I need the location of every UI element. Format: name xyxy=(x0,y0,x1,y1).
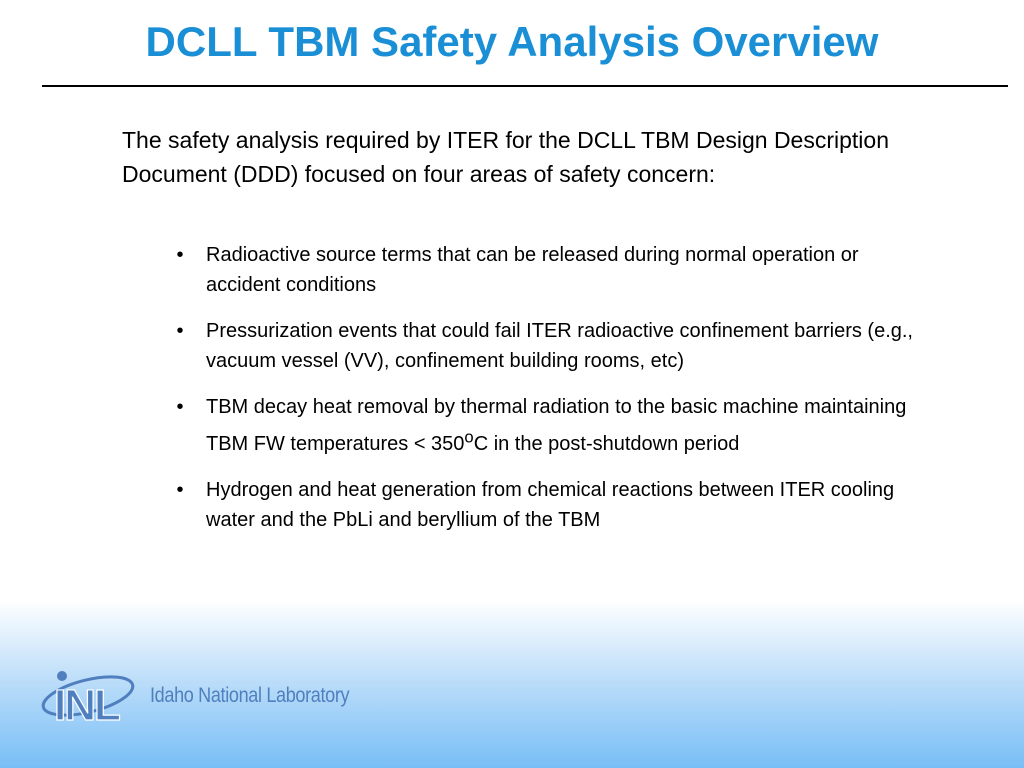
bullet-marker: • xyxy=(176,396,184,418)
title-divider xyxy=(42,85,1008,87)
bullet-text: Radioactive source terms that can be released during normal operation or accident conditions xyxy=(206,244,859,296)
bullet-item xyxy=(170,392,930,459)
bullet-text-part: C in the post-shutdown period xyxy=(473,432,740,455)
bullet-item xyxy=(170,240,930,300)
bullet-list xyxy=(170,240,930,551)
logo-text: Idaho National Laboratory xyxy=(150,684,350,707)
degree-superscript: o xyxy=(464,427,474,446)
bullet-marker: • xyxy=(176,478,184,501)
bullet-text xyxy=(206,396,906,455)
bullet-marker: • xyxy=(176,244,184,266)
bullet-text-part: TBM decay heat removal by thermal radiation to the basic machine maintaining TBM FW temperatures < 350 xyxy=(206,396,907,455)
inl-logo-icon xyxy=(38,664,150,730)
bullet-text: Hydrogen and heat generation from chemical reactions between ITER cooling water and the PbLi and beryllium of the TBM xyxy=(206,478,895,531)
slide-title: DCLL TBM Safety Analysis Overview xyxy=(145,18,879,65)
intro-paragraph: The safety analysis required by ITER for the DCLL TBM Design Description Document (DDD) focused on four areas of safety concern: xyxy=(122,127,889,187)
bullet-item xyxy=(170,316,930,376)
bullet-text: Pressurization events that could fail ITER radioactive confinement barriers (e.g., vacuum vessel (VV), confinement building rooms, etc) xyxy=(206,320,913,372)
bullet-item xyxy=(170,475,930,535)
inl-logo xyxy=(38,664,358,730)
bullet-marker: • xyxy=(176,320,184,342)
svg-text:INL: INL xyxy=(54,681,119,730)
